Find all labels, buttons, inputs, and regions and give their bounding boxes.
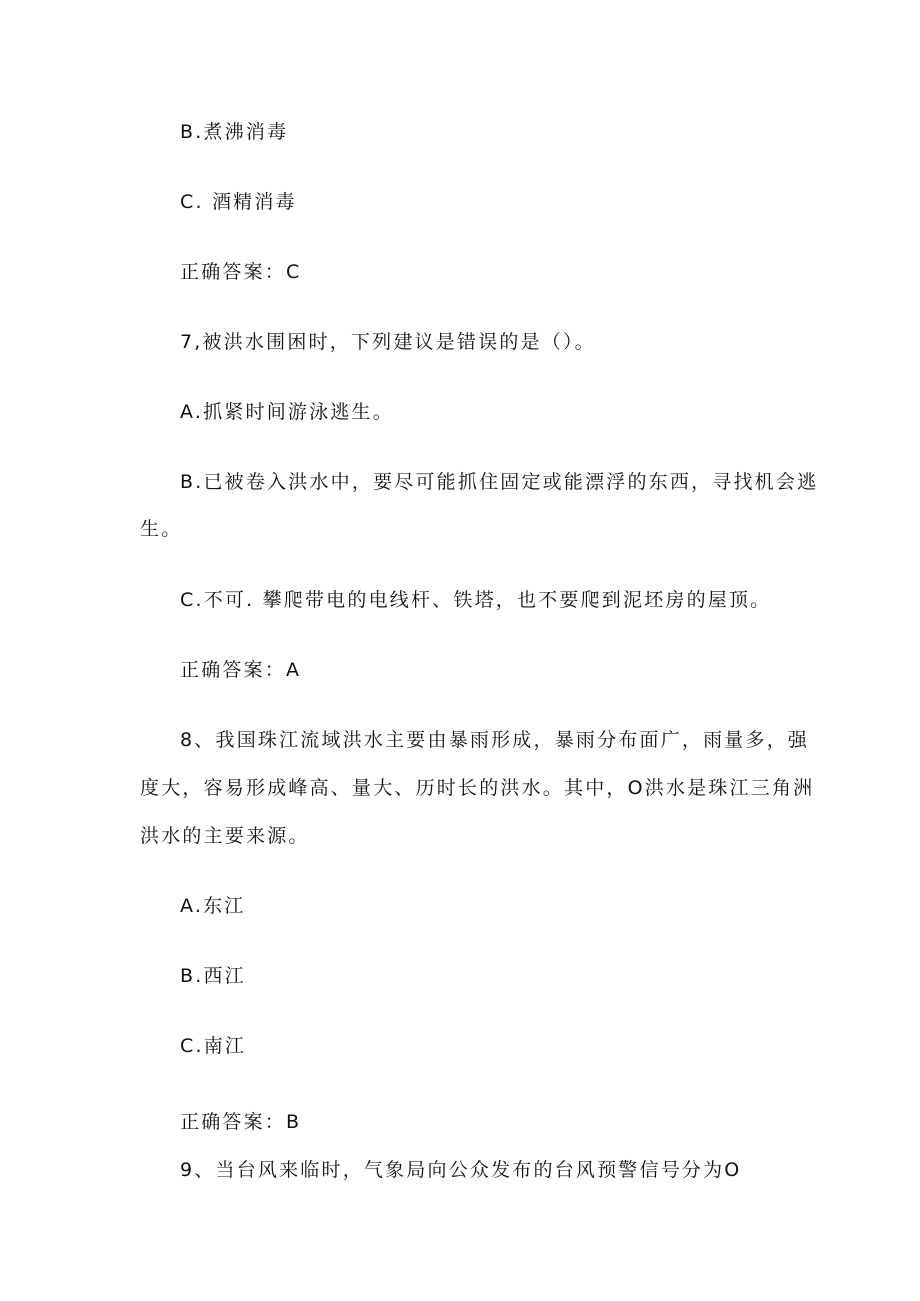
q8-option-b: B.西江: [180, 965, 246, 987]
q7-option-c: C.不可. 攀爬带电的电线杆、铁塔，也不要爬到泥坯房的屋顶。: [180, 589, 772, 611]
q7-option-b-line2: 生。: [140, 518, 183, 540]
q8-option-a: A.东江: [180, 895, 246, 917]
q9-question: 9、当台风来临时，气象局向公众发布的台风预警信号分为O: [180, 1159, 742, 1181]
q6-option-c: C. 酒精消毒: [180, 191, 297, 213]
q8-answer: 正确答案：B: [180, 1111, 302, 1133]
q6-option-b: B.煮沸消毒: [180, 121, 289, 143]
q7-answer: 正确答案：A: [180, 659, 302, 681]
q8-option-c: C.南江: [180, 1035, 247, 1057]
q7-option-a: A.抓紧时间游泳逃生。: [180, 401, 394, 423]
q8-question-line1: 8、我国珠江流域洪水主要由暴雨形成，暴雨分布面广，雨量多，强: [180, 729, 810, 751]
q7-option-b-line1: B.已被卷入洪水中，要尽可能抓住固定或能漂浮的东西，寻找机会逃: [180, 471, 819, 493]
q7-question: 7,被洪水围困时，下列建议是错误的是（）。: [180, 331, 596, 353]
q8-question-line3: 洪水的主要来源。: [140, 825, 310, 847]
q6-answer: 正确答案：C: [180, 261, 302, 283]
q8-question-line2: 度大，容易形成峰高、量大、历时长的洪水。其中，O洪水是珠江三角洲: [140, 777, 815, 799]
